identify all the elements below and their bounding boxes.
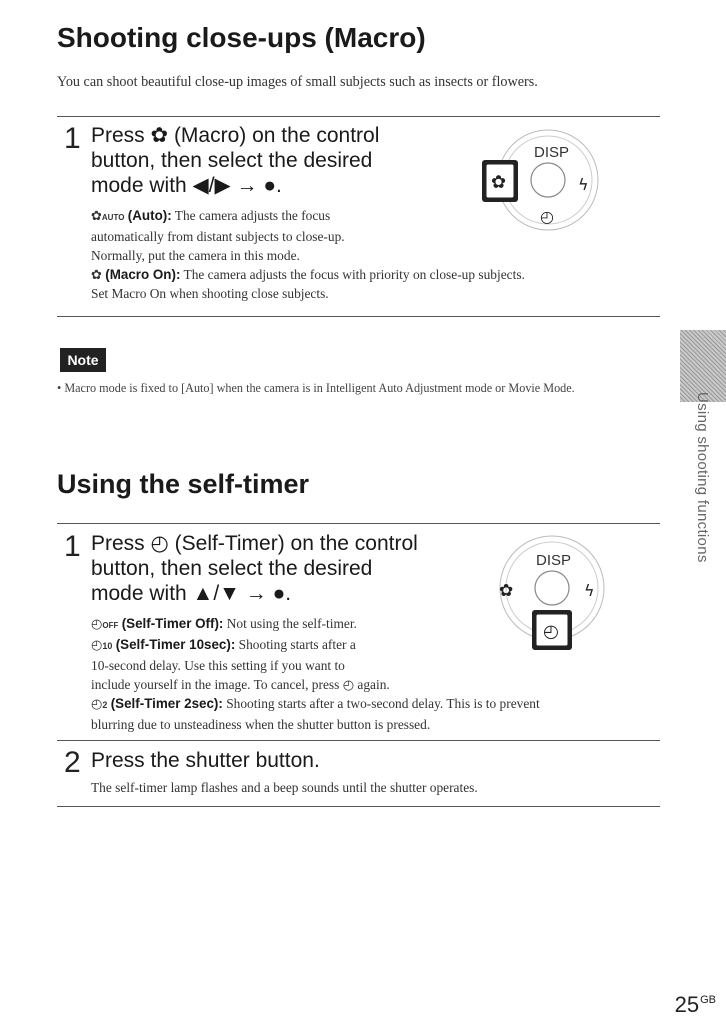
step-number: 1 — [64, 122, 81, 155]
step-title — [91, 531, 431, 606]
timer-10-icon: ◴10 — [91, 637, 113, 652]
timer-2-icon: ◴2 — [91, 696, 108, 711]
step-title-line: mode with ▲/▼ → ●. — [91, 582, 292, 605]
step-text: The self-timer lamp flashes and a beep sounds until the shutter operates. — [91, 780, 478, 795]
page-title: Shooting close-ups (Macro) — [57, 22, 426, 53]
section-title: Using the self-timer — [57, 469, 310, 499]
macro-on-icon: ✿ — [91, 267, 102, 282]
step-title-line: button, then select the desired — [91, 149, 373, 172]
option-label: (Self-Timer 10sec): — [115, 637, 236, 652]
note-text: • Macro mode is fixed to [Auto] when the camera is in Intelligent Auto Adjustment mode or Movie Mode. — [57, 381, 575, 395]
step-title: Press the shutter button. — [91, 749, 320, 772]
step-number: 2 — [64, 746, 81, 779]
option-label: (Self-Timer Off): — [121, 616, 224, 631]
option-label: (Self-Timer 2sec): — [110, 696, 223, 711]
macro-icon: ✿ — [499, 581, 514, 601]
step-number: 1 — [64, 530, 81, 563]
divider — [57, 806, 660, 807]
option-label: (Macro On): — [105, 267, 181, 282]
intro-text: You can shoot beautiful close-up images of small subjects such as insects or flowers. — [57, 74, 538, 90]
divider — [57, 116, 660, 117]
side-label-text: Using shooting functions — [694, 392, 711, 563]
self-timer-icon: ◴ — [342, 677, 355, 692]
note-badge: Note — [60, 348, 106, 372]
disp-label: DISP — [536, 552, 572, 569]
macro-auto-icon: ✿AUTO — [91, 208, 125, 223]
divider — [57, 523, 660, 524]
divider — [57, 740, 660, 741]
step-title-line: Press ✿ (Macro) on the control — [91, 124, 380, 147]
step-title-line: Press ◴ (Self-Timer) on the control — [91, 532, 418, 555]
flash-icon: ϟ — [584, 581, 595, 600]
flash-icon: ϟ — [578, 175, 589, 194]
timer-off-icon: ◴OFF — [91, 616, 119, 631]
self-timer-icon: ◴ — [540, 207, 554, 226]
page-number: $25^{GB}$ — [674, 992, 716, 1017]
section-side-label — [680, 392, 726, 582]
option-label: (Auto): — [127, 208, 172, 223]
step-title-line: mode with ◀/▶ → ●. — [91, 174, 282, 197]
self-timer-icon: ◴ — [543, 621, 559, 642]
macro-icon: ✿ — [491, 172, 507, 193]
step-title-line: button, then select the desired — [91, 557, 373, 580]
disp-label: DISP — [534, 144, 570, 161]
step-title — [91, 123, 411, 198]
divider — [57, 316, 660, 317]
